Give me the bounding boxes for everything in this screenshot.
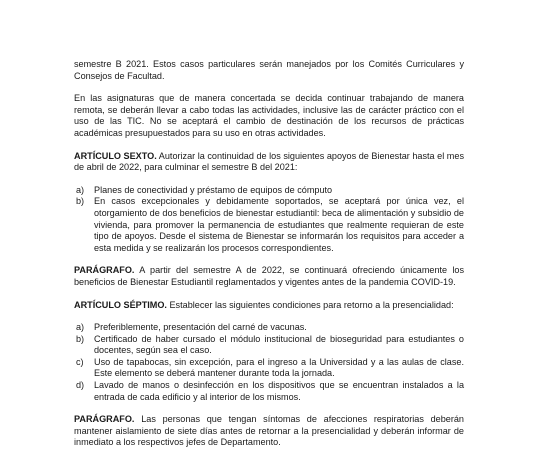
list-item (74, 185, 464, 197)
list-item-text: Lavado de manos o desinfección en los dispositivos que se encuentran instalados a la entrada de cada edificio y al interior de los mismos. (94, 380, 464, 402)
list-marker: c) (76, 356, 84, 367)
list-item-text: Uso de tapabocas, sin excepción, para el ingreso a la Universidad y a las aulas de clase. Este elemento se deberá mantener durante toda la jornada. (94, 356, 464, 379)
paragraph-remote-classes: En las asignaturas que de manera concertada se decida continuar trabajando de manera remota, se deberán llevar a cabo todas las actividades, inclusive las de carácter práctico con el uso de las TIC. No se aceptará el cambio de destinación de los recursos de prácticas académicas presupuestados para su uso en otras actividades. (74, 93, 464, 138)
list-marker: d) (76, 380, 85, 391)
paragraph-paragrafo-1 (74, 265, 464, 288)
list-item-text: Planes de conectividad y préstamo de equipos de cómputo (94, 184, 333, 195)
list-item (74, 357, 464, 380)
article-seven-list (74, 322, 464, 403)
article-six (74, 151, 464, 174)
list-item (74, 380, 464, 403)
list-marker: b) (76, 333, 85, 344)
list-item-text: Preferiblemente, presentación del carné de vacunas. (94, 322, 307, 333)
list-item (74, 334, 464, 357)
list-item (74, 322, 464, 334)
article-six-title: ARTÍCULO SEXTO. (74, 150, 157, 161)
paragraph-paragrafo-2 (74, 414, 464, 449)
paragrafo-1-title: PARÁGRAFO. (74, 265, 135, 276)
list-item-text: En casos excepcionales y debidamente soportados, se aceptará por única vez, el otorgamiento de dos beneficios de bienestar estudiantil: beca de alimentación y subsidio de vivienda, para promover la permanencia de estudiantes que realmente requieran de este tipo de apoyos. Desde el sistema de Bienestar se informarán los requisitos para acceder a esta medida y se realizarán los procesos correspondientes. (94, 196, 464, 253)
article-seven-title: ARTÍCULO SÉPTIMO. (74, 299, 167, 310)
list-marker: a) (76, 184, 85, 195)
article-six-text: Autorizar la continuidad de los siguientes apoyos de Bienestar hasta el mes de abril de 2022, para culminar el semestre B del 2021: (74, 150, 464, 173)
article-seven (74, 300, 464, 312)
paragraph-intro: semestre B 2021. Estos casos particulares serán manejados por los Comités Curriculares y Consejos de Facultad. (74, 59, 464, 81)
paragrafo-2-text: Las personas que tengan síntomas de afecciones respiratorias deberán mantener aislamiento de siete días antes de retornar a la presencialidad y deberán informar de inmediato a los respectivos jefes de Departamento. (74, 414, 464, 448)
list-item-text: Certificado de haber cursado el módulo institucional de bioseguridad para estudiantes o docentes, según sea el caso. (94, 333, 464, 356)
article-seven-text: Establecer las siguientes condiciones para retorno a la presencialidad: (166, 299, 454, 310)
list-marker: b) (76, 196, 85, 207)
list-marker: a) (76, 322, 85, 333)
paragrafo-2-title: PARÁGRAFO. (74, 414, 135, 425)
list-item (74, 196, 464, 254)
paragrafo-1-text: A partir del semestre A de 2022, se continuará ofreciendo únicamente los beneficios de Bienestar Estudiantil reglamentados y vigentes antes de la pandemia COVID-19. (74, 265, 464, 287)
article-six-list (74, 185, 464, 255)
